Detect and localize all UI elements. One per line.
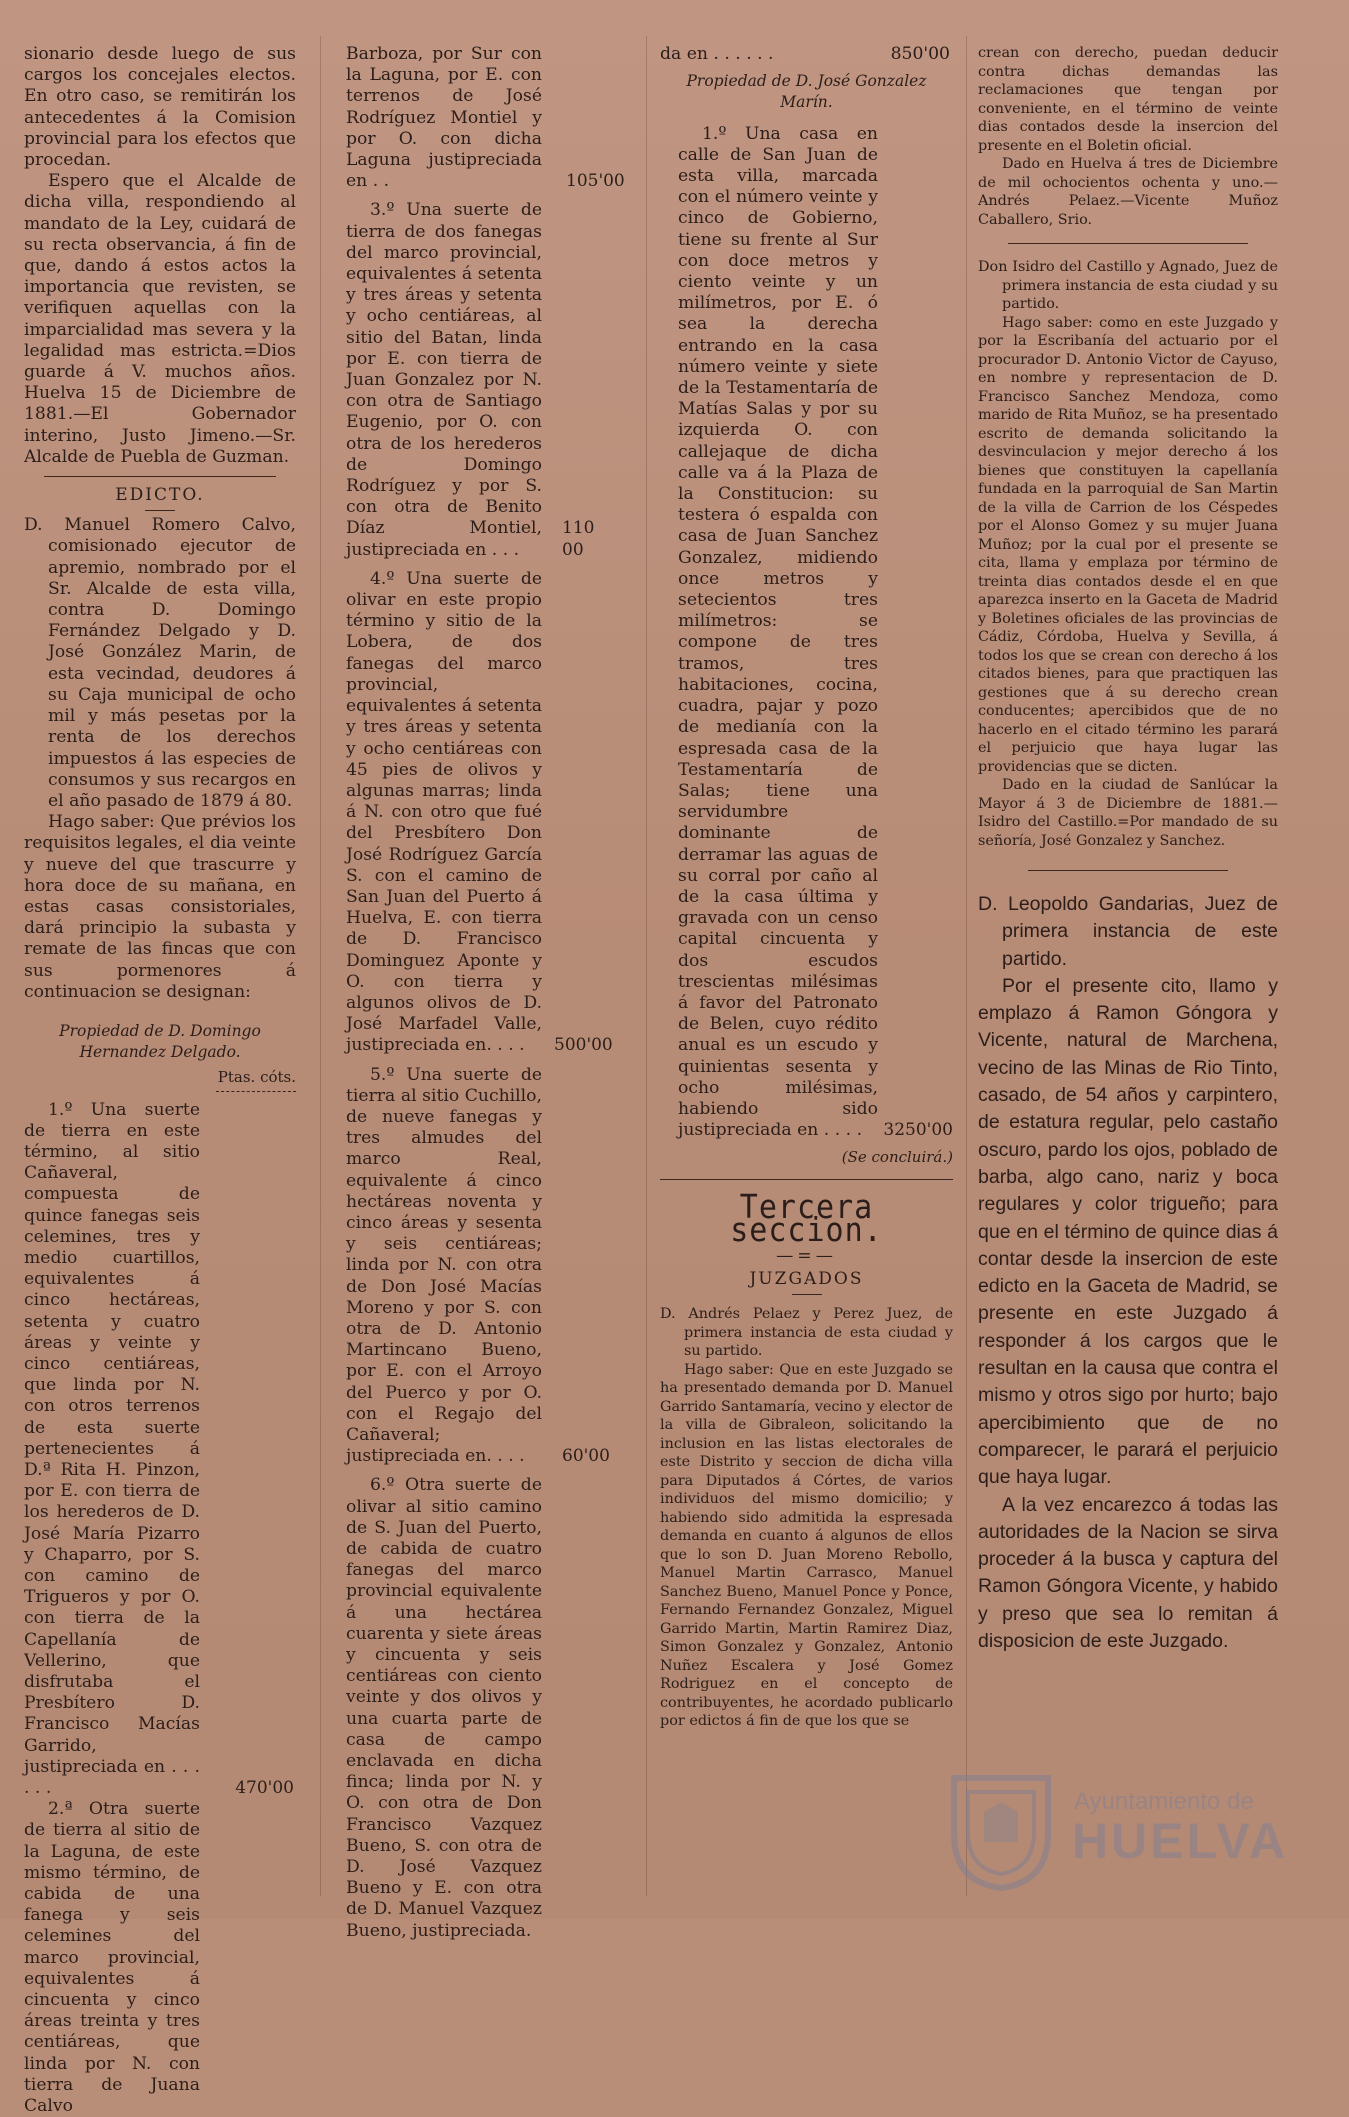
column-2 [346,44,625,1942]
price: 105'00 [566,171,625,192]
property-item: 6.º Otra suerte de olivar al sitio camino de S. Juan del Puerto, de cabida de cuatro fanegas del marco provincial equivalente á una hectárea cuarenta y siete áreas y cincuenta y seis centiáreas con ciento veinte y dos olivos y una cuarta parte de casa de campo enclavada en dicha finca; linda por N. y O. con otra de Don Francisco Vazquez Bueno, S. con otra de D. José Vazquez Bueno y E. con otra de D. Manuel Vazquez Bueno, justipreciada. [346,1475,542,1941]
property-title: Propiedad de D. Domingo Hernandez Delgado. [59,1021,261,1062]
juzgados-heading: JUZGADOS [749,1269,864,1290]
paragraph: crean con derecho, puedan deducir contra dichas demandas las reclamaciones que tengan por conveniente, en el término de veinte dias contados desde la insercion del presente en el Boletin oficial. [978,45,1278,154]
property-item: 5.º Una suerte de tierra al sitio Cuchillo, de nueve fanegas y tres almudes del marco Real, equivalente á cinco hectáreas noventa y cinco áreas y sesenta y seis centiáreas; linda por N. con otra de Don José Macías Moreno y por S. con otra de D. Antonio Martincano Bueno, por E. con el Arroyo del Puerco y por O. con el Regajo del Cañaveral; justipreciada en. . . . [346,1064,542,1467]
property-item: 1.º Una casa en calle de San Juan de esta villa, marcada con el número veinte y cinco de Gobierno, tiene su frente al Sur con doce metros y ciento veinte y un milímetros, por E. ó sea la derecha entrando en la casa número veinte y siete de la Testamentaría de Matías Salas y por su izquierda O. con callejaque de dicha calle va á la Plaza de la Constitucion: su testera ó espalda con casa de Juan Sanchez Gonzalez, midiendo once metros y setecientos tres milímetros: se compone de tres tramos, tres habitaciones, cocina, cuadra, pajar y pozo de medianía con la espresada casa de la Testamentaría de Salas; tiene una servidumbre dominante de derramar las aguas de su corral por caño al de la casa última y gravada con un censo capital cincuenta y dos escudos trescientas milésimas á favor del Patronato de Belen, cuyo rédito anual es un escudo y quinientas sesenta y ocho milésimas, habiendo sido justipreciada en . . . . [678,123,878,1141]
divider [1008,243,1248,244]
property-item: 4.º Una suerte de olivar en este propio término y sitio de la Lobera, de dos fanegas del marco provincial, equivalentes á setenta y tres áreas y setenta y ocho centiáreas con 45 pies de olivos y algunas marras; linda á N. con otro que fué del Presbítero Don José Rodríguez García S. con el camino de San Juan del Puerto á Huelva, E. con tierra de D. Francisco Dominguez Aponte y O. con tierra y algunos olivos de D. José Marfadel Valle, justipreciada en. . . . [346,568,542,1056]
divider [44,476,276,477]
column-3 [660,44,953,1731]
property-item: 3.º Una suerte de tierra de dos fanegas del marco provincial, equivalentes á setenta y tres áreas y setenta y ocho centiáreas, al sitio del Batan, linda por E. con tierra de Juan Gonzalez por N. con otra de Santiago Eugenio, por O. con otra de los herederos de Domingo Rodríguez y por S. con otra de Benito Díaz Montiel, justipreciada en . . . [346,200,542,560]
notice-body: Hago saber: como en este Juzgado y por la Escribanía del actuario por el procurador D. Antonio Victor de Cayuso, en nombre y representacion de D. Francisco Sanchez Mendoza, como marido de Rita Muñoz, se ha presentado escrito de demanda solicitando la desvinculacion y mejor derecho á los bienes que constituyen la capellanía fundada en la parroquial de San Martin de la villa de Carrion de los Céspedes por el Alonso Gomez y su mujer Juana Muñoz; por la cual por el presente se cita, llama y emplaza por término de treinta dias contados desde el en que aparezca inserto en la Gaceta de Madrid y Boletines oficiales de las provincias de Cádiz, Córdoba, Huelva y Sevilla, á todos los que se crean con derecho á los citados bienes, para que practiquen las gestiones que á su derecho crean conducentes; apercibidos que de no hacerlo en el citado término les parará el perjuicio que haya lugar las providencias que se dicten. [978,314,1278,775]
divider [660,1179,953,1180]
notice-body: Hago saber: Que en este Juzgado se ha presentado demanda por D. Manuel Garrido Santamaría, vecino y elector de la villa de Gibraleon, solicitando la inclusion en las listas electorales de este Distrito y seccion de dicha villa para Diputados á Córtes, de varios individuos del mismo domicilio; y habiendo sido admitida la espresada demanda en cuanto á algunos de ellos que lo son D. Juan Moreno Rebollo, Manuel Martin Carrasco, Manuel Sanchez Bueno, Manuel Ponce y Ponce, Fernando Fernandez Gonzalez, Miguel Garrido Martin, Martin Ramirez Diaz, Simon Gonzalez y Gonzalez, Antonio Nuñez Escalera y José Gomez Rodriguez en el concepto de contribuyentes, he acordado publicarlo por edictos á fin de que los que se [660,1361,953,1730]
notice-body: Por el presente cito, llamo y emplazo á Ramon Góngora y Vicente, natural de Marchena, vecino de las Minas de Rio Tinto, casado, de 54 años y carpintero, de estatura regular, pelo castaño oscuro, pardo los ojos, poblado de barba, algo cano, nariz y boca regulares y color trigueño; para que en el término de quince dias á contar desde la insercion de este edicto en la Gaceta de Madrid, se presente en este Juzgado á responder á los cargos que le resultan en la causa que contra el mismo y otros sigo por hurto; bajo apercibimiento que de no comparecer, le parará el perjuicio que haya lugar. [978,974,1278,1489]
property-item: 1.º Una suerte de tierra en este término, al sitio Cañaveral, compuesta de quince fanegas seis celemines, tres y medio cuartillos, equivalentes á cinco hectáreas, setenta y cuatro áreas y veinte y cinco centiáreas, que linda por N. con otros terrenos de esta suerte pertenecientes á D.ª Rita H. Pinzon, por E. con tierra de los herederos de D. José María Pizarro y Chaparro, por S. con camino de Trigueros y por O. con tierra de la Capellanía de Vellerino, que disfrutaba el Presbítero D. Francisco Macías Garrido, justipreciada en . . . . . . [24,1099,200,1799]
price: 850'00 [890,44,950,64]
notice-date: Dado en la ciudad de Sanlúcar la Mayor á 3 de Diciembre de 1881.—Isidro del Castillo.=Por mandado de su señoría, José Gonzalez y Sanchez. [978,777,1278,849]
paragraph: Hago saber: Que prévios los requisitos legales, el dia veinte y nueve del que trascurre y hora doce de su mañana, en estas casas consistoriales, dará principio la subasta y remate de las fincas que con sus pormenores á continuacion se designan: [24,812,296,1002]
paragraph: D. Manuel Romero Calvo, comisionado ejecutor de apremio, nombrado por el Sr. Alcalde de esta villa, contra D. Domingo Fernández Delgado y D. José González Marin, de esta vecindad, deudores á su Caja municipal de ocho mil y más pesetas por la renta de los derechos impuestos á las especies de consumos y sus recargos en el año pasado de 1879 á 80. [24,515,296,811]
column-divider [966,36,967,1896]
notice-title: Don Isidro del Castillo y Agnado, Juez de primera instancia de esta ciudad y su partido. [978,259,1278,312]
property-item: 2.ª Otra suerte de tierra al sitio de la Laguna, de este mismo término, de cabida de una fanega y seis celemines del marco provincial, equivalentes á cincuenta y cinco áreas treinta y tres centiáreas, que linda por N. con tierra de Juana Calvo [24,1799,200,2117]
price: 110 00 [562,518,595,560]
notice-body: A la vez encarezco á todas las autoridades de la Nacion se sirva proceder á la busca y captura del Ramon Góngora Vicente, y habido y preso que sea lo remitan á disposicion de este Juzgado. [978,1493,1278,1653]
coat-of-arms-icon [946,1772,1056,1892]
price: 3250'00 [883,1120,953,1141]
property-item: Barboza, por Sur con la Laguna, por E. con terrenos de José Rodríguez Montiel y por O. con dicha Laguna justipreciada en . . [346,44,542,192]
price: 60'00 [562,1446,610,1467]
ornament: —=— [776,1245,837,1266]
text-line: da en . . . . . . [660,44,774,64]
price: 470'00 [235,1778,294,1799]
watermark-line1: Ayuntamiento de [1074,1788,1254,1815]
notice-title: D. Leopoldo Gandarias, Juez de primera instancia de este partido. [978,893,1278,970]
paragraph: Dado en Huelva á tres de Diciembre de mil ochocientos ochenta y uno.—Andrés Pelaez.—Vicente Muñoz Caballero, Srio. [978,156,1278,228]
divider [216,1091,296,1092]
paragraph: Espero que el Alcalde de dicha villa, respondiendo al mandato de la Ley, cuidará de su recta observancia, á fin de que, dando á estos actos la importancia que revisten, se verifiquen aquellas con la imparcialidad mas severa y la legalidad mas estricta.=Dios guarde á V. muchos años. Huelva 15 de Diciembre de 1881.—El Gobernador interino, Justo Jimeno.—Sr. Alcalde de Puebla de Guzman. [24,171,296,467]
edicto-title: EDICTO. [115,485,205,506]
archive-watermark [946,1772,1289,1892]
divider [1028,870,1228,871]
paragraph: sionario desde luego de sus cargos los concejales electos. En otro caso, se remitirán los antecedentes á la Comision provincial para los efectos que procedan. [24,44,296,171]
property-title: Propiedad de D. José Gonzalez Marín. [686,72,927,112]
price: 500'00 [554,1035,613,1056]
column-4 [978,44,1278,1655]
continuation-note: (Se concluirá.) [841,1148,953,1167]
notice-title: D. Andrés Pelaez y Perez Juez, de primera instancia de esta ciudad y su partido. [660,1306,953,1360]
watermark-line2: HUELVA [1072,1813,1289,1869]
column-1 [24,44,296,2117]
column-divider [646,36,647,1896]
divider [145,510,175,511]
section-title: Tercera seccion. [730,1187,883,1250]
currency-header: Ptas. cóts. [217,1068,296,1087]
divider [792,1294,822,1295]
column-divider [320,36,321,1896]
